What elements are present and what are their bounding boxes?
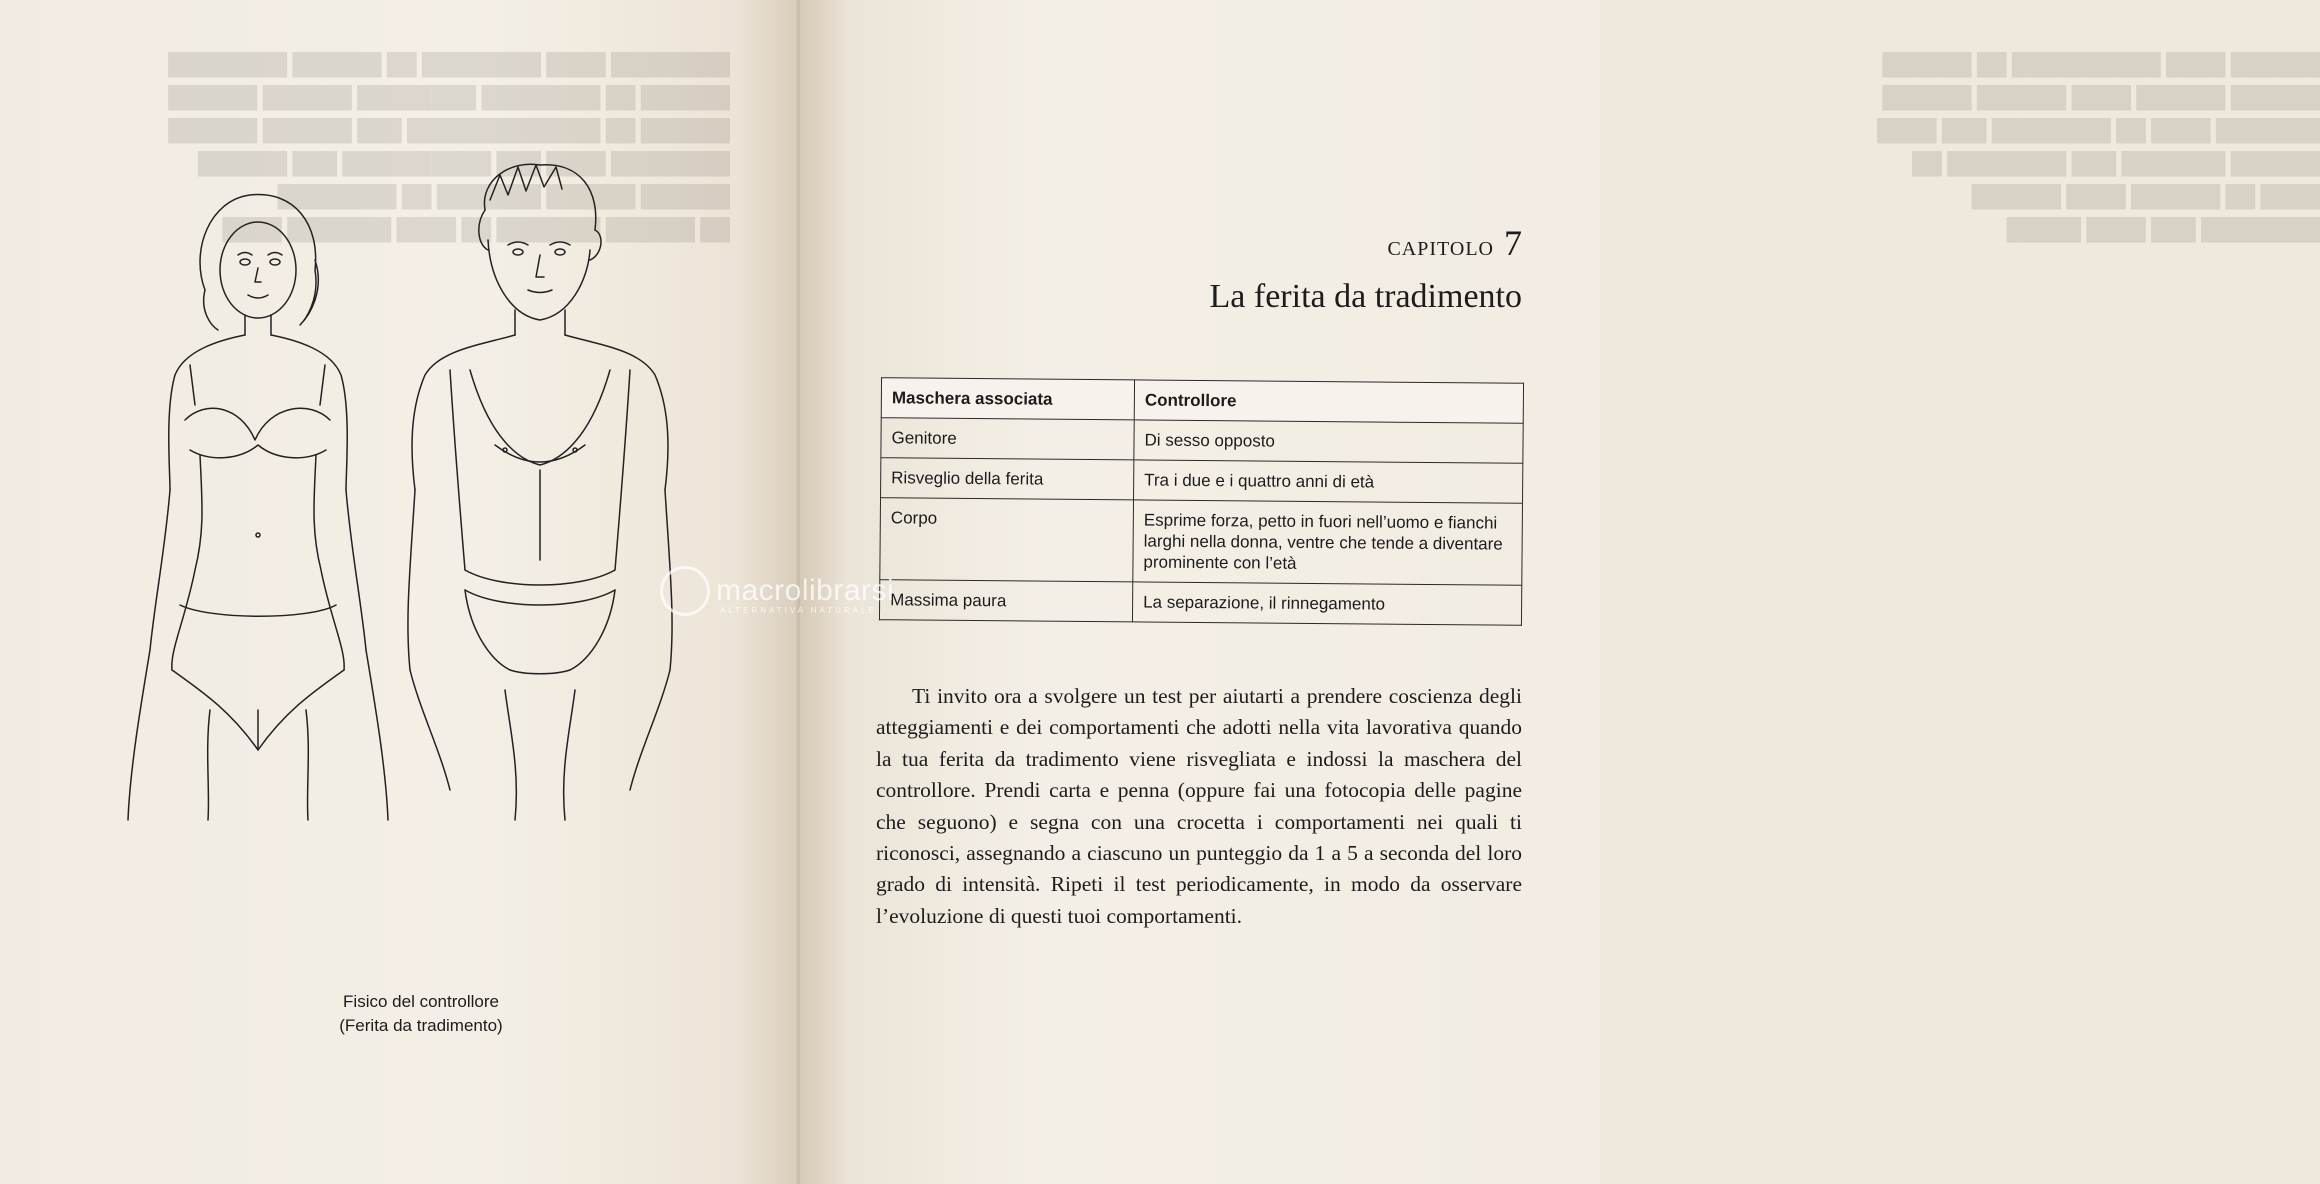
watermark-tagline: ALTERNATIVA NATURALE (720, 606, 877, 615)
controller-body-illustration (110, 150, 730, 830)
table-cell-key: Risveglio della ferita (881, 458, 1134, 500)
mask-info-table (879, 377, 1524, 626)
show-through-text-left: ████████ ████ ████████ ██ ██████ ████████ ██████ ██ ████████ ████████ ██████ ██████ ██████ ██ █████████████ ███ ██████ ██████ ████████ ████ ███ ██████████ ███ ██████ ██████ ██████ ███████ ██ ████████ ██ ██████ ███████ ██ ████ ███████ ████ (168, 52, 730, 241)
table-cell-key: Massima paura (879, 580, 1132, 622)
table-header-key: Maschera associata (881, 378, 1134, 420)
table-cell-key: Corpo (880, 498, 1134, 582)
table-cell-key: Genitore (881, 418, 1134, 460)
figure-caption-line1: Fisico del controllore (343, 992, 499, 1011)
table-cell-value: Esprime forza, petto in fuori nell’uomo e fianchi larghi nella donna, ventre che tende a diventare prominente con l’età (1133, 500, 1523, 585)
chapter-number: 7 (1504, 223, 1522, 263)
table-header-value: Controllore (1134, 380, 1523, 423)
table-cell-value: Tra i due e i quattro anni di età (1134, 460, 1523, 503)
table-header-row (881, 378, 1523, 424)
show-through-text-right: ██████ ████ ██████████ ██ ██████ ██████ ██████ ████ ██████ ██████ ███████ ████ ██ ████████ ███ ████ ██████ ███████ ███ ████████ ██ ████ ██ ██████ ████ ██████ ████████ ███ ████ █████ (1877, 52, 2320, 241)
chapter-label (1387, 222, 1522, 264)
table-cell-value: La separazione, il rinnegamento (1132, 582, 1521, 625)
table-row (881, 418, 1523, 464)
watermark (660, 566, 894, 616)
watermark-logo-icon (660, 566, 710, 616)
table-row (880, 498, 1523, 586)
chapter-title: La ferita da tradimento (1209, 278, 1522, 315)
table-row (879, 580, 1521, 626)
man-figure (408, 164, 672, 820)
figure-caption (316, 990, 526, 1038)
figure-caption-line2: (Ferita da tradimento) (339, 1016, 503, 1035)
chapter-word: CAPITOLO (1387, 238, 1494, 260)
woman-figure (128, 195, 388, 820)
table-row (881, 458, 1523, 504)
watermark-brand: macrolibrarsi (716, 574, 895, 607)
table-cell-value: Di sesso opposto (1134, 420, 1523, 463)
body-paragraph: Ti invito ora a svolgere un test per aiutarti a prendere coscienza degli atteggiamenti e dei comportamenti che adotti nella vita lavorativa quando la tua ferita da tradimento viene risvegliata e indossi la maschera del controllore. Prendi carta e penna (oppure fai una fotocopia delle pagine che seguono) e segna con una crocetta i comportamenti nei quali ti riconosci, assegnando a ciascuno un punteggio da 1 a 5 a seconda del loro grado di intensità. Ripeti il test periodicamente, in modo da osservare l’evoluzione di questi tuoi comportamenti. (876, 684, 1522, 928)
